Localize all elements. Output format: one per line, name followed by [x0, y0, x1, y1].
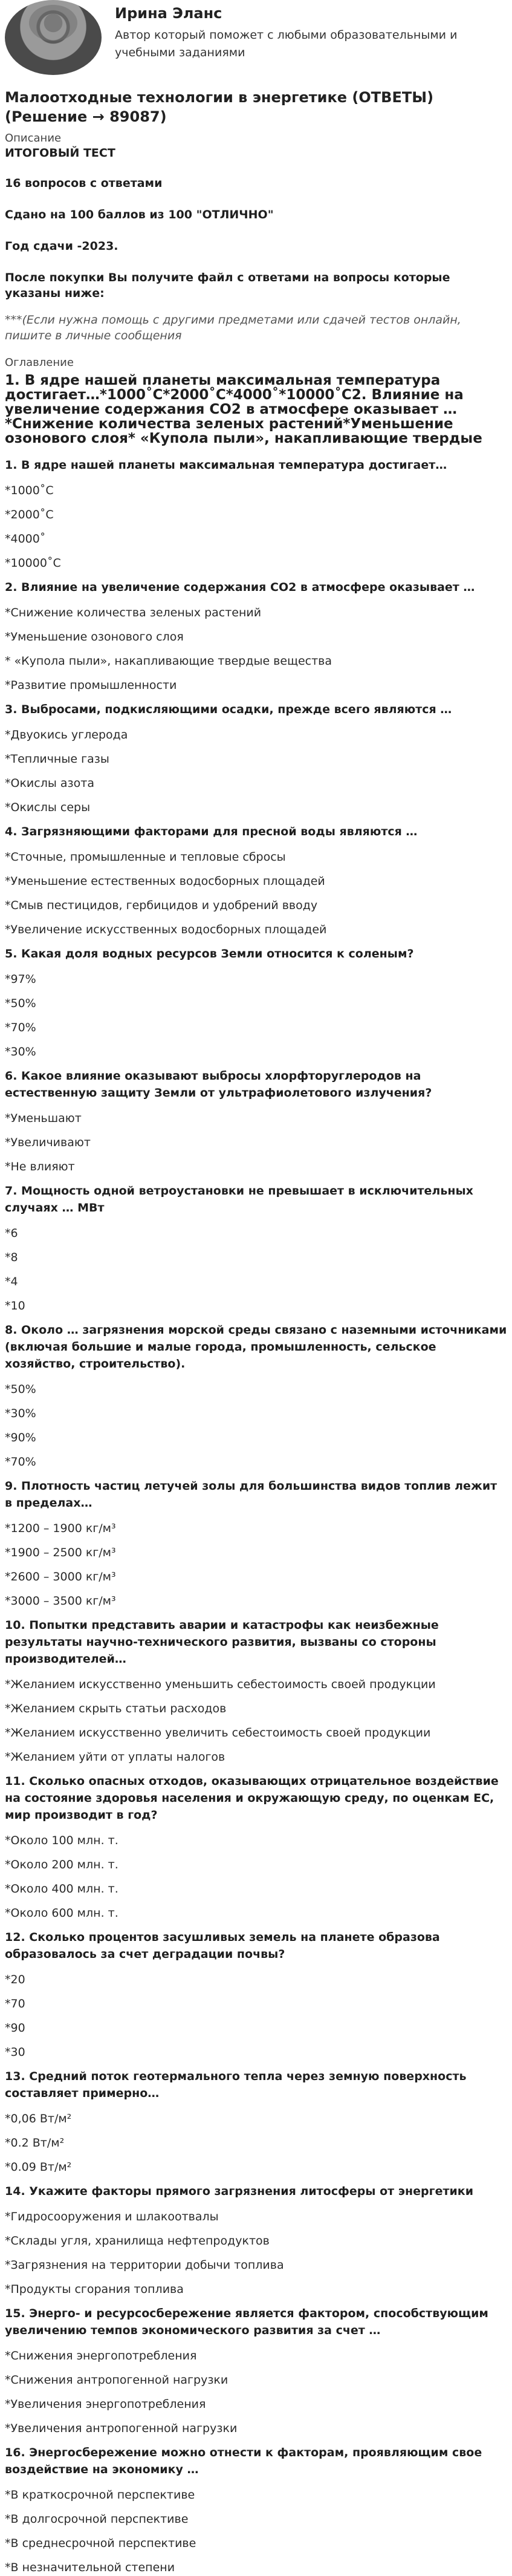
answer-option: *6	[5, 1227, 18, 1240]
answer-option: *В краткосрочной перспективе	[5, 2488, 195, 2502]
question-text: 15. Энерго- и ресурсосбережение является фактором, способствующим увеличению темпов экономического развития за счет …	[5, 2307, 488, 2337]
answer-option: *В долгосрочной перспективе	[5, 2512, 189, 2526]
question-block	[5, 457, 507, 572]
answer-option: *Увеличения энергопотребления	[5, 2398, 206, 2411]
answer-option: *50%	[5, 1383, 36, 1396]
answer-option: *Желанием скрыть статьи расходов	[5, 1702, 227, 1715]
questions-list	[5, 457, 507, 2576]
question-block	[5, 701, 507, 816]
description-heading: ИТОГОВЫЙ ТЕСТ	[5, 146, 115, 160]
answer-option: *Сточные, промышленные и тепловые сбросы	[5, 850, 286, 864]
description-line: Сдано на 100 баллов из 100 "ОТЛИЧНО"	[5, 208, 274, 221]
answer-option: *10000˚С	[5, 556, 61, 570]
answer-option: *Желанием уйти от уплаты налогов	[5, 1750, 225, 1764]
question-block	[5, 1322, 507, 1470]
question-block	[5, 1773, 507, 1922]
answer-option: *Окислы азота	[5, 777, 94, 790]
answer-option: *20	[5, 1973, 25, 1986]
question-block	[5, 945, 507, 1060]
answer-option: *1900 – 2500 кг/м³	[5, 1546, 116, 1559]
question-text: 11. Сколько опасных отходов, оказывающих отрицательное воздействие на состояние здоровья населения и окружающую среду, по оценкам ЕС, мир производит в год?	[5, 1775, 499, 1822]
answer-option: *Снижения антропогенной нагрузки	[5, 2373, 228, 2387]
answer-option: *90%	[5, 1431, 36, 1444]
question-text: 8. Около … загрязнения морской среды связано с наземными источниками (включая большие и малые города, промышленность, сельское хозяйство, строительство).	[5, 1323, 507, 1371]
answer-option: *Смыв пестицидов, гербицидов и удобрений вводу	[5, 899, 318, 912]
answer-option: *10	[5, 1299, 25, 1312]
question-block	[5, 2444, 507, 2576]
author-card[interactable]	[5, 0, 507, 75]
author-description: Автор который поможет с любыми образовательными и учебными заданиями	[115, 28, 458, 59]
answer-option: *8	[5, 1251, 18, 1264]
answer-option: *Около 400 млн. т.	[5, 1882, 118, 1896]
answer-option: *3000 – 3500 кг/м³	[5, 1594, 116, 1608]
answer-option: *90	[5, 2021, 25, 2035]
question-block	[5, 2068, 507, 2176]
question-block	[5, 823, 507, 938]
answer-option: *70	[5, 1997, 25, 2010]
answer-option: *1200 – 1900 кг/м³	[5, 1522, 116, 1535]
toc-label: Оглавление	[5, 356, 74, 369]
answer-option: *Уменьшают	[5, 1112, 82, 1125]
question-text: 5. Какая доля водных ресурсов Земли относится к соленым?	[5, 947, 414, 960]
question-block	[5, 2183, 507, 2298]
question-text: 7. Мощность одной ветроустановки не превышает в исключительных случаях … МВт	[5, 1184, 473, 1215]
answer-option: *Около 600 млн. т.	[5, 1906, 118, 1920]
question-text: 12. Сколько процентов засушливых земель на планете образова образовалось за счет деградации почвы?	[5, 1931, 440, 1961]
answer-option: *Желанием искусственно уменьшить себестоимость своей продукции	[5, 1678, 436, 1691]
author-avatar[interactable]	[5, 0, 102, 75]
answer-option: *Около 200 млн. т.	[5, 1858, 118, 1871]
answer-option: *70%	[5, 1021, 36, 1034]
answer-option: *Желанием искусственно увеличить себестоимость своей продукции	[5, 1726, 431, 1740]
answer-option: *4	[5, 1275, 18, 1288]
answer-option: *Около 100 млн. т.	[5, 1834, 118, 1847]
author-name[interactable]: Ирина Эланс	[115, 5, 222, 22]
description-line: Год сдачи -2023.	[5, 240, 118, 253]
answer-option: *Не влияют	[5, 1160, 75, 1173]
question-block	[5, 1617, 507, 1766]
question-text: 4. Загрязняющими факторами для пресной воды являются …	[5, 825, 418, 838]
question-block	[5, 1182, 507, 1314]
answer-option: *30%	[5, 1407, 36, 1420]
description-line: 16 вопросов с ответами	[5, 177, 163, 190]
answer-option: *Увеличения антропогенной нагрузки	[5, 2422, 238, 2435]
question-text: 16. Энергосбережение можно отнести к факторам, проявляющим свое воздействие на экономику …	[5, 2446, 482, 2476]
description-label: Описание	[5, 132, 62, 145]
answer-option: *97%	[5, 973, 36, 986]
question-text: 14. Укажите факторы прямого загрязнения литосферы от энергетики	[5, 2185, 474, 2198]
answer-option: * «Купола пыли», накапливающие твердые вещества	[5, 654, 332, 668]
question-text: 13. Средний поток геотермального тепла через земную поверхность составляет примерно…	[5, 2070, 467, 2100]
answer-option: *0.2 Вт/м²	[5, 2136, 65, 2150]
answer-option: *Увеличивают	[5, 1136, 91, 1149]
answer-option: *30%	[5, 1045, 36, 1058]
answer-option: *Снижение количества зеленых растений	[5, 606, 262, 619]
author-info	[115, 0, 507, 62]
answer-option: *Окислы серы	[5, 801, 91, 814]
answer-option: *0,06 Вт/м²	[5, 2112, 72, 2125]
answer-option: *Уменьшение озонового слоя	[5, 630, 184, 644]
answer-option: *4000˚	[5, 532, 46, 546]
question-block	[5, 1068, 507, 1175]
answer-option: *1000˚С	[5, 484, 54, 497]
answer-option: *Уменьшение естественных водосборных площадей	[5, 875, 325, 888]
answer-option: *Увеличение искусственных водосборных площадей	[5, 923, 327, 936]
toc-text: 1. В ядре нашей планеты максимальная температура достигает…*1000˚С*2000˚С*4000˚*10000˚С2. Влияние на увеличение содержания СО2 в атмосфере оказывает …*Снижение количества зеленых растений*Уменьшение озонового слоя* «Купола пыли», накапливающие твердые	[5, 373, 482, 446]
question-block	[5, 579, 507, 694]
question-text: 3. Выбросами, подкисляющими осадки, прежде всего являются …	[5, 703, 452, 716]
answer-option: *30	[5, 2046, 25, 2059]
answer-option: *Тепличные газы	[5, 752, 109, 766]
question-text: 2. Влияние на увеличение содержания СО2 в атмосфере оказывает …	[5, 581, 475, 594]
question-text: 9. Плотность частиц летучей золы для большинства видов топлив лежит в пределах…	[5, 1479, 497, 1510]
answer-option: *В среднесрочной перспективе	[5, 2537, 196, 2550]
description-note: ***(Если нужна помощь с другими предметами или сдачей тестов онлайн, пишите в личные сообщения	[5, 313, 461, 342]
answer-option: *Снижения энергопотребления	[5, 2349, 197, 2362]
answer-option: *Двуокись углерода	[5, 728, 128, 742]
answer-option: *Продукты сгорания топлива	[5, 2283, 184, 2296]
answer-option: *2000˚С	[5, 508, 54, 521]
answer-option: *Гидросооружения и шлакоотвалы	[5, 2210, 219, 2223]
answer-option: *Загрязнения на территории добычи топлива	[5, 2258, 284, 2272]
question-text: 1. В ядре нашей планеты максимальная температура достигает…	[5, 458, 447, 472]
question-block	[5, 2305, 507, 2437]
answer-option: *50%	[5, 997, 36, 1010]
answer-option: *2600 – 3000 кг/м³	[5, 1570, 116, 1583]
page-title: Малоотходные технологии в энергетике (ОТВЕТЫ) (Решение → 89087)	[5, 89, 434, 125]
answer-option: *Склады угля, хранилища нефтепродуктов	[5, 2234, 270, 2248]
description-line: После покупки Вы получите файл с ответами на вопросы которые указаны ниже:	[5, 271, 450, 300]
question-text: 6. Какое влияние оказывают выбросы хлорфторуглеродов на естественную защиту Земли от ультрафиолетового излучения?	[5, 1069, 432, 1100]
question-block	[5, 1478, 507, 1609]
answer-option: *0.09 Вт/м²	[5, 2160, 72, 2174]
question-block	[5, 1929, 507, 2061]
question-text: 10. Попытки представить аварии и катастрофы как неизбежные результаты научно-технического развития, вызваны со стороны производителей…	[5, 1619, 439, 1666]
answer-option: *Развитие промышленности	[5, 679, 177, 692]
answer-option: *В незначительной степени	[5, 2561, 175, 2574]
answer-option: *70%	[5, 1455, 36, 1469]
